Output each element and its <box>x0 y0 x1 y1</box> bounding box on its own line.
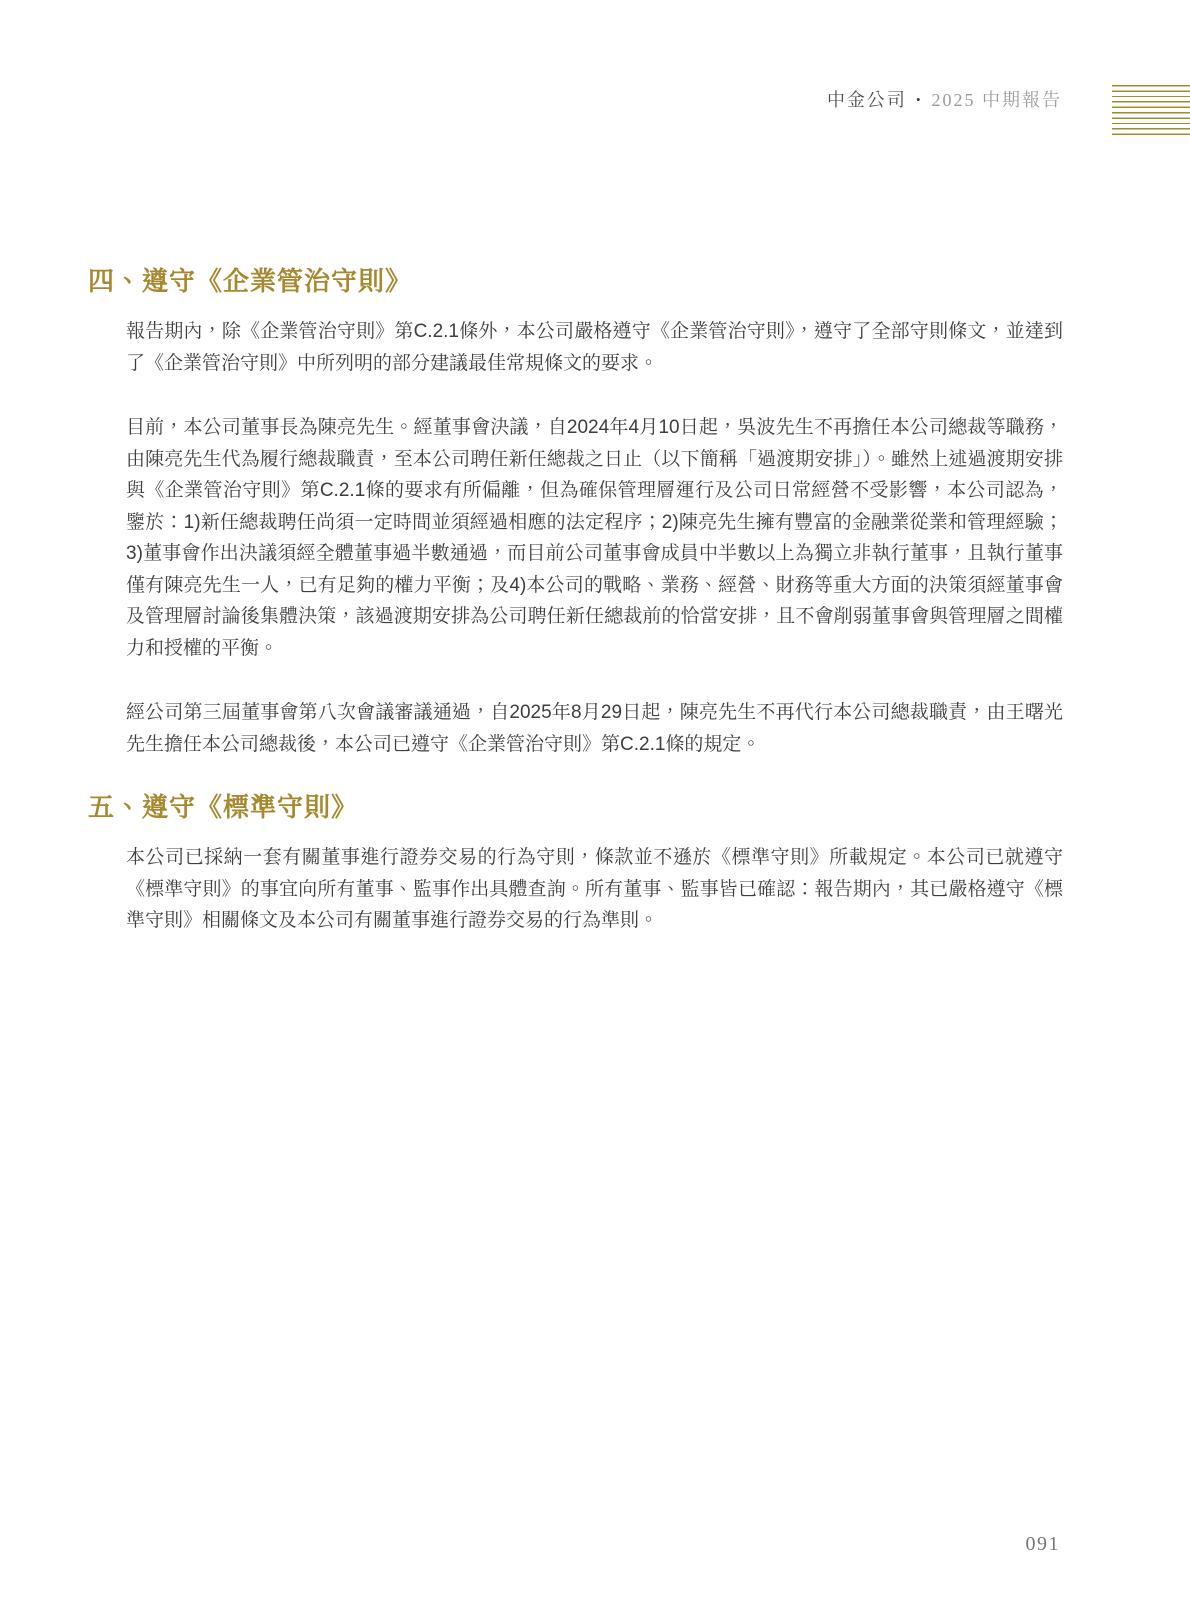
bullet-separator-icon: • <box>915 92 923 107</box>
report-title: 2025 中期報告 <box>931 90 1062 110</box>
paragraph: 報告期內，除《企業管治守則》第C.2.1條外，本公司嚴格遵守《企業管治守則》，遵守了全部守則條文，並達到了《企業管治守則》中所列明的部分建議最佳常規條文的要求。 <box>126 321 1063 374</box>
section-corporate-governance-code <box>88 264 1063 760</box>
section-heading: 五、遵守《標準守則》 <box>88 792 359 822</box>
paragraph: 本公司已採納一套有關董事進行證券交易的行為守則，條款並不遜於《標準守則》所載規定。本公司已就遵守《標準守則》的事宜向所有董事、監事作出具體查詢。所有董事、監事皆已確認：報告期內，其已嚴格遵守《標準守則》相關條文及本公司有關董事進行證券交易的行為準則。 <box>126 847 1063 931</box>
page-content <box>88 264 1063 937</box>
paragraph: 經公司第三屆董事會第八次會議審議通過，自2025年8月29日起，陳亮先生不再代行本公司總裁職責，由王曙光先生擔任本公司總裁後，本公司已遵守《企業管治守則》第C.2.1條的規定。 <box>126 702 1063 755</box>
section-model-code <box>88 790 1063 937</box>
running-header <box>827 86 1062 112</box>
page-header <box>0 84 1190 140</box>
page-number: 091 <box>1025 1533 1060 1555</box>
gold-lines-decoration-icon <box>1112 85 1190 137</box>
company-name: 中金公司 <box>826 90 907 110</box>
section-heading: 四、遵守《企業管治守則》 <box>88 266 413 296</box>
paragraph: 目前，本公司董事長為陳亮先生。經董事會決議，自2024年4月10日起，吳波先生不再擔任本公司總裁等職務，由陳亮先生代為履行總裁職責，至本公司聘任新任總裁之日止（以下簡稱「過渡期安排」）。雖然上述過渡期安排與《企業管治守則》第C.2.1條的要求有所偏離，但為確保管理層運行及公司日常經營不受影響，本公司認為，鑒於：1)新任總裁聘任尚須一定時間並須經過相應的法定程序；2)陳亮先生擁有豐富的金融業從業和管理經驗；3)董事會作出決議須經全體董事過半數通過，而目前公司董事會成員中半數以上為獨立非執行董事，且執行董事僅有陳亮先生一人，已有足夠的權力平衡；及4)本公司的戰略、業務、經營、財務等重大方面的決策須經董事會及管理層討論後集體決策，該過渡期安排為公司聘任新任總裁前的恰當安排，且不會削弱董事會與管理層之間權力和授權的平衡。 <box>126 417 1063 659</box>
